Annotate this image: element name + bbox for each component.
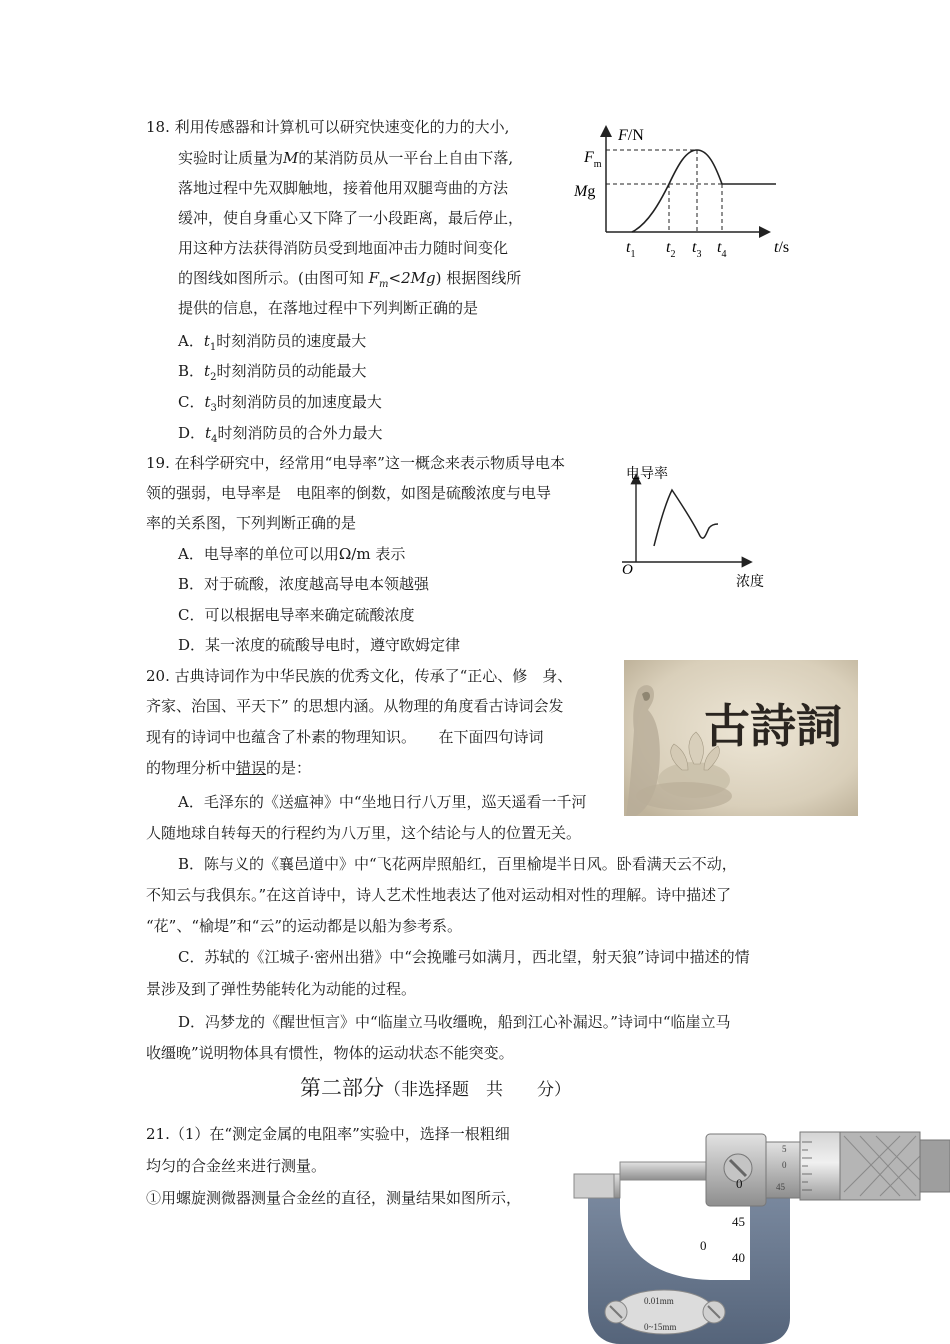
q20-option-c-line-1[interactable]: C．苏轼的《江城子·密州出猎》中“会挽雕弓如满月，西北望，射天狼”诗词中描述的情 [178,948,750,966]
q19-option-b-text: 对于硫酸，浓度越高导电本领越强 [204,575,430,593]
q18-mg-label: Mg [574,183,596,200]
q21-line-1: 21.（1）在“测定金属的电阻率”实验中，选择一根粗细 [146,1125,510,1143]
q18-y-label: F/N [618,127,644,144]
micrometer-frame-text-1: 0.01mm [644,1296,674,1306]
q18-line-6b: ) 根据图线所 [435,269,522,287]
q18-option-a[interactable] [178,331,366,358]
q19-option-c-text: 可以根据电导率来确定硫酸浓度 [204,606,415,624]
q18-option-c-t: t [204,393,211,411]
q18-option-d-t: t [205,424,212,442]
micrometer-drum-45: 45 [776,1182,785,1192]
q19-line-2: 领的强弱，电导率是 电阻率的倒数，如图是硫酸浓度与电导 [146,484,552,502]
q18-option-b[interactable] [178,361,366,388]
q18-fm-label: $F_m$ [584,149,602,170]
q20-line-4 [146,758,311,778]
q18-line-2 [178,148,513,168]
q18-line-3: 落地过程中先双脚触地，接着他用双腿弯曲的方法 [178,179,509,197]
q19-option-d[interactable] [178,635,460,655]
q18-option-c-text: 时刻消防员的加速度最大 [216,393,382,411]
q19-option-d-text: 某一浓度的硫酸导电时，遵守欧姆定律 [205,636,461,654]
q18-line-1: 18. 利用传感器和计算机可以研究快速变化的力的大小, [146,118,510,136]
q19-line-1: 19. 在科学研究中，经常用“电导率”这一概念来表示物质导电本 [146,454,565,472]
q18-t2-label: $t_2$ [666,239,676,260]
q18-cond-sub: m [379,279,389,290]
micrometer-image [560,1128,950,1344]
q18-force-curve [632,150,776,232]
q18-option-c-sub: 3 [210,403,217,414]
q20-option-a-line-2: 人随地球自转每天的行程约为八万里，这个结论与人的位置无关。 [146,824,582,842]
q18-option-a-t: t [203,332,210,350]
q19-option-a[interactable] [178,544,405,564]
micrometer-drum-5: 5 [782,1144,787,1154]
q18-x-label: t/s [774,239,790,256]
q18-option-d-text: 时刻消防员的合外力最大 [217,424,383,442]
q18-cond-f: F [368,269,380,287]
section-title: 第二部分 [300,1076,384,1100]
q19-conductivity-curve [654,490,718,546]
micrometer-scale-45: 45 [732,1214,745,1229]
q18-option-a-label: A． [178,332,204,350]
micrometer-frame-text-2: 0~15mm [644,1322,677,1332]
q19-option-c-label: C． [178,606,205,624]
micrometer-scale-0a: 0 [736,1176,743,1191]
q18-line-6 [178,268,521,295]
q20-line-4a: 的物理分析中 [146,759,237,777]
q19-y-label: 电导率 [626,467,668,482]
q19-option-c[interactable] [178,605,415,625]
q18-option-d-label: D． [178,424,206,442]
q18-t4-label: $t_4$ [717,239,727,260]
q20-option-d-line-1[interactable]: D．冯梦龙的《醒世恒言》中“临崖立马收缰晚，船到江心补漏迟。”诗词中“临崖立马 [178,1013,731,1031]
q18-mass-symbol: M [283,149,299,167]
q18-option-b-text: 时刻消防员的动能最大 [216,362,367,380]
q20-option-b-line-3: “花”、“榆堤”和“云”的运动都是以船为参考系。 [146,917,463,935]
section-heading [300,1072,571,1102]
q18-cond-rest: <2Mg [388,269,436,287]
q20-line-4b: 的是： [266,759,312,777]
q18-option-b-label: B． [178,362,205,380]
q18-option-a-text: 时刻消防员的速度最大 [216,332,367,350]
q20-option-a-line-1[interactable]: A．毛泽东的《送瘟神》中“坐地日行八万里，巡天遥看一千河 [178,793,587,811]
q18-option-b-t: t [204,362,211,380]
q18-t3-label: $t_3$ [692,239,702,260]
q18-line-4: 缓冲，使自身重心又下降了一小段距离，最后停止， [178,209,524,227]
q19-option-d-label: D． [178,636,206,654]
q19-option-b[interactable] [178,574,429,594]
q21-line-3: ①用螺旋测微器测量合金丝的直径，测量结果如图所示， [146,1189,522,1207]
q18-force-time-graph [570,120,810,270]
q19-origin-label: O [622,562,633,578]
q19-option-a-text: 电导率的单位可以用Ω/m 表示 [203,545,406,563]
q20-line-4-underlined: 错误 [236,759,267,777]
q18-line-7: 提供的信息，在落地过程中下列判断正确的是 [178,299,479,317]
micrometer-drum-0: 0 [782,1160,787,1170]
q21-line-2: 均匀的合金丝来进行测量。 [146,1157,327,1175]
q20-option-d-line-2: 收缰晚”说明物体具有惯性，物体的运动状态不能突变。 [146,1044,514,1062]
q18-option-a-sub: 1 [209,342,217,353]
q18-line-2a: 实验时让质量为 [178,149,284,167]
q19-conductivity-graph [614,462,784,594]
q18-option-b-sub: 2 [210,372,217,383]
q20-option-c-line-2: 景涉及到了弹性势能转化为动能的过程。 [146,980,417,998]
q18-option-c-label: C． [178,393,205,411]
micrometer-scale-40: 40 [732,1250,745,1265]
q18-line-5: 用这种方法获得消防员受到地面冲击力随时间变化 [178,239,509,257]
q20-option-b-line-1[interactable]: B．陈与义的《襄邑道中》中“飞花两岸照船红，百里榆堤半日风。卧看满天云不动， [178,855,737,873]
section-subtitle: （非选择题 共 分） [384,1080,571,1100]
q20-option-b-line-2: 不知云与我俱东。”在这首诗中，诗人艺术性地表达了他对运动相对性的理解。诗中描述了 [146,886,732,904]
q20-line-1: 20. 古典诗词作为中华民族的优秀文化，传承了“正心、修 身、 [146,667,573,685]
q19-x-label: 浓度 [736,575,764,590]
classical-poetry-image-title: 古詩詞 [704,701,842,752]
q18-line-6a: 的图线如图所示。(由图可知 [178,269,369,287]
q20-line-3: 现有的诗词中也蕴含了朴素的物理知识。 在下面四句诗词 [146,728,544,746]
q19-option-a-label: A． [178,545,204,563]
q19-line-3: 率的关系图，下列判断正确的是 [146,514,357,532]
classical-poetry-image [624,660,858,816]
q18-option-c[interactable] [178,392,382,419]
q20-line-2: 齐家、治国、平天下” 的思想内涵。从物理的角度看古诗词会发 [146,697,564,715]
q18-option-d[interactable] [178,423,382,450]
micrometer-scale-0b: 0 [700,1238,707,1253]
q18-line-2b: 的某消防员从一平台上自由下落, [298,149,514,167]
q19-option-b-label: B． [178,575,205,593]
q18-t1-label: $t_1$ [626,239,636,260]
q18-option-d-sub: 4 [211,434,218,445]
